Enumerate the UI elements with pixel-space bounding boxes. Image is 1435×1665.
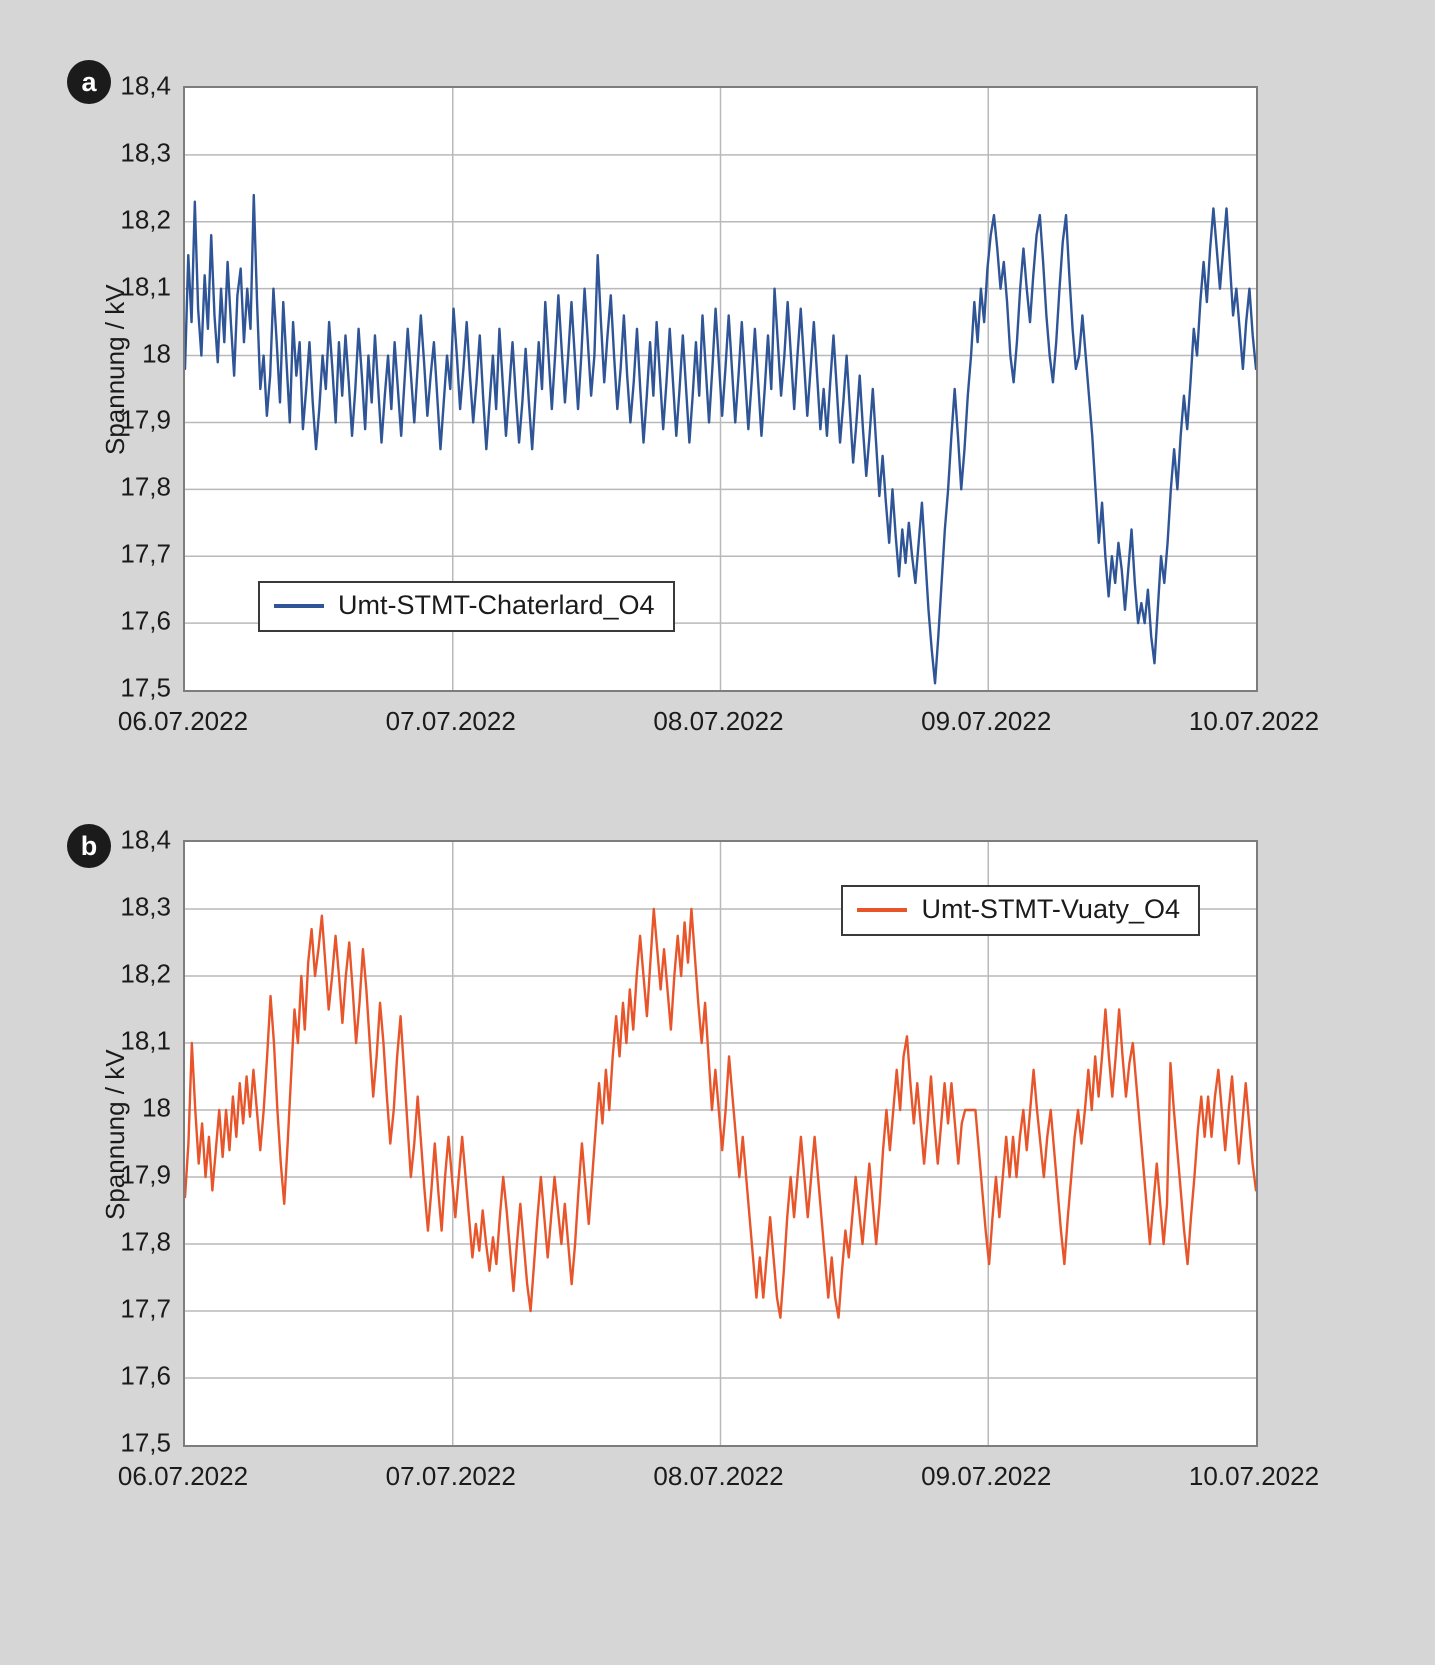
chart-panel-a bbox=[0, 0, 1435, 800]
legend-label-b: Umt-STMT-Vuaty_O4 bbox=[921, 894, 1180, 924]
y-axis-tick: 18,4 bbox=[120, 824, 171, 855]
panel-badge-a: a bbox=[67, 60, 111, 104]
panel-badge-b: b bbox=[67, 824, 111, 868]
y-axis-tick: 17,9 bbox=[120, 1159, 171, 1190]
x-axis-tick: 09.07.2022 bbox=[921, 706, 1052, 736]
x-axis-tick: 06.07.2022 bbox=[117, 706, 249, 736]
x-axis-tick: 07.07.2022 bbox=[385, 706, 516, 736]
x-axis-tick: 10.07.2022 bbox=[1188, 1461, 1320, 1491]
y-axis-tick: 17,8 bbox=[120, 471, 171, 502]
x-axis-tick: 10.07.2022 bbox=[1188, 706, 1320, 736]
y-axis-tick: 17,6 bbox=[120, 605, 171, 636]
chart-panel-b bbox=[0, 800, 1435, 1665]
y-axis-tick: 18,1 bbox=[120, 1025, 171, 1056]
y-axis-tick: 18,3 bbox=[120, 137, 171, 168]
y-axis-label-b: Spannung / kV bbox=[100, 1049, 130, 1220]
legend-line-icon bbox=[274, 604, 324, 608]
y-axis-tick: 18,3 bbox=[120, 891, 171, 922]
y-axis-tick: 17,7 bbox=[120, 538, 171, 569]
plot-area-b bbox=[117, 824, 1320, 1491]
legend-a bbox=[258, 581, 675, 632]
y-axis-tick: 17,7 bbox=[120, 1293, 171, 1324]
x-axis-tick: 07.07.2022 bbox=[385, 1461, 516, 1491]
y-axis-tick: 17,8 bbox=[120, 1226, 171, 1257]
legend-label-a: Umt-STMT-Chaterlard_O4 bbox=[338, 590, 655, 620]
x-axis-tick: 09.07.2022 bbox=[921, 1461, 1052, 1491]
y-axis-tick: 18,4 bbox=[120, 70, 171, 101]
y-axis-tick: 18 bbox=[142, 1092, 171, 1123]
legend-line-icon bbox=[857, 908, 907, 912]
legend-b bbox=[841, 885, 1200, 936]
y-axis-tick: 17,6 bbox=[120, 1360, 171, 1391]
y-axis-tick: 18,1 bbox=[120, 271, 171, 302]
y-axis-tick: 18,2 bbox=[120, 204, 171, 235]
y-axis-tick: 17,9 bbox=[120, 404, 171, 435]
y-axis-tick: 17,5 bbox=[120, 672, 171, 703]
x-axis-tick: 06.07.2022 bbox=[117, 1461, 249, 1491]
y-axis-tick: 18 bbox=[142, 338, 171, 369]
y-axis-tick: 18,2 bbox=[120, 958, 171, 989]
plot-area-a bbox=[117, 70, 1320, 736]
y-axis-tick: 17,5 bbox=[120, 1427, 171, 1458]
x-axis-tick: 08.07.2022 bbox=[653, 1461, 784, 1491]
y-axis-label-a: Spannung / kV bbox=[100, 284, 130, 455]
x-axis-tick: 08.07.2022 bbox=[653, 706, 784, 736]
